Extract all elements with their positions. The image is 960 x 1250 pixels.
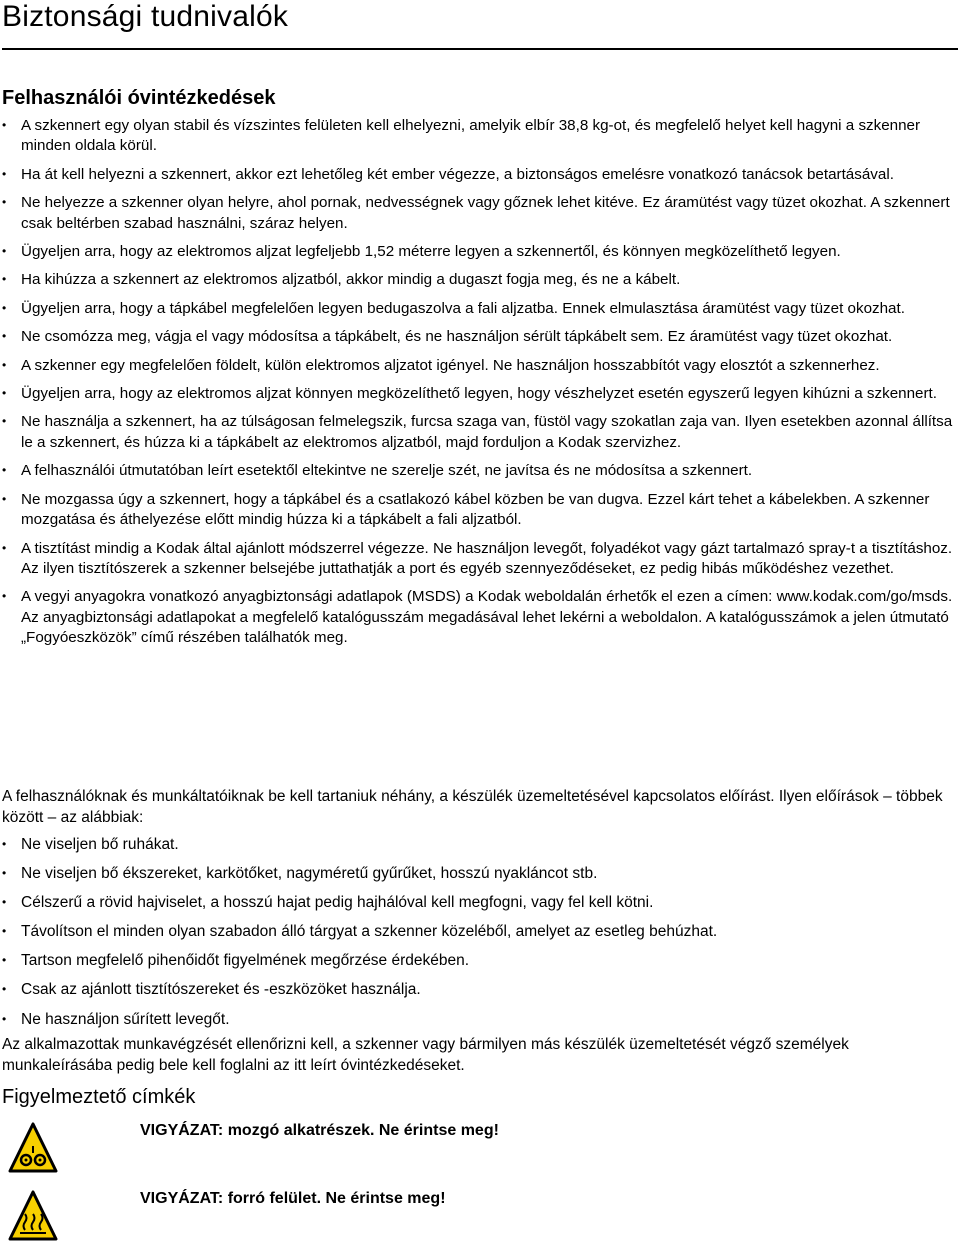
- section-heading-precautions: Felhasználói óvintézkedések: [2, 87, 276, 109]
- moving-parts-icon: [8, 1122, 58, 1174]
- list-item: • Ha kihúzza a szkennert az elektromos aljzatból, akkor mindig a dugaszt fogja meg, és ne a kábelt.: [0, 270, 955, 290]
- list-item: • Célszerű a rövid hajviselet, a hosszú hajat pedig hajhálóval kell megfogni, vagy fel kell kötni.: [0, 893, 955, 914]
- warning-hot-surface: [0, 1190, 960, 1250]
- list-item: • A szkenner egy megfelelően földelt, külön elektromos aljzatot igényel. Ne használjon hosszabbítót vagy elosztót a szkennerhez.: [0, 356, 955, 376]
- list-item: • A felhasználói útmutatóban leírt esetektől eltekintve ne szerelje szét, ne javítsa és ne módosítsa a szkennert.: [0, 461, 955, 481]
- list-item: • Ne használjon sűrített levegőt.: [0, 1010, 955, 1031]
- page-title: Biztonsági tudnivalók: [2, 0, 289, 33]
- list-item: • Távolítson el minden olyan szabadon álló tárgyat a szkenner közeléből, amelyet az esetleg behúzhat.: [0, 922, 955, 943]
- list-item: • A tisztítást mindig a Kodak által ajánlott módszerrel végezze. Ne használjon levegőt, folyadékot vagy gázt tartalmazó spray-t a tisztításhoz. Az ilyen tisztítószerek a szkenner belsejébe juttathatják a port és egyéb szennyeződéseket, ez pedig hibás működéshez vezethet.: [0, 539, 955, 580]
- title-rule: [2, 48, 958, 50]
- list-item: • A szkennert egy olyan stabil és vízszintes felületen kell elhelyezni, amelyik elbír 38,8 kg-ot, és megfelelő helyet kell hagyni a szkenner minden oldala körül.: [0, 116, 955, 157]
- intro-paragraph: A felhasználóknak és munkáltatóiknak be kell tartaniuk néhány, a készülék üzemeltetésével kapcsolatos előírást. Ilyen előírások – többek között – az alábbiak:: [2, 788, 943, 826]
- hot-surface-icon: [8, 1190, 58, 1242]
- list-item: • Ne használja a szkennert, ha az túlságosan felmelegszik, furcsa szaga van, füstöl vagy szokatlan zaja van. Ilyen esetekben azonnal állítsa le a szkennert, és húzza ki a tápkábelt az elektromos aljzatból, majd forduljon a Kodak szervizhez.: [0, 412, 955, 453]
- list-item: • Ügyeljen arra, hogy az elektromos aljzat legfeljebb 1,52 méterre legyen a szkennertől, és könnyen megközelíthető legyen.: [0, 242, 955, 262]
- closing-paragraph: Az alkalmazottak munkavégzését ellenőrizni kell, a szkenner vagy bármilyen más készülék üzemeltetését végző személyek munkaleírásába pedig bele kell foglalni az itt leírt óvintézkedéseket.: [2, 1036, 849, 1074]
- precautions-list: [0, 116, 955, 657]
- list-item: • A vegyi anyagokra vonatkozó anyagbiztonsági adatlapok (MSDS) a Kodak weboldalán érhetők el ezen a címen: www.kodak.com/go/msds. Az anyagbiztonsági adatlapokat a megfelelő katalógusszám megadásával lehet lekérni a weboldalon. A katalógusszámok a jelen útmutató „Fogyóeszközök” című részében találhatók meg.: [0, 587, 955, 648]
- list-item: • Ügyeljen arra, hogy a tápkábel megfelelően legyen bedugaszolva a fali aljzatba. Ennek elmulasztása áramütést vagy tüzet okozhat.: [0, 299, 955, 319]
- list-item: • Ne helyezze a szkenner olyan helyre, ahol pornak, nedvességnek vagy gőznek lehet kitéve. Ez áramütést vagy tüzet okozhat. A szkennert csak beltérben szabad használni, száraz helyen.: [0, 193, 955, 234]
- list-item: • Csak az ajánlott tisztítószereket és -eszközöket használja.: [0, 980, 955, 1001]
- list-item: • Ügyeljen arra, hogy az elektromos aljzat könnyen megközelíthető legyen, hogy vészhelyzet esetén egyszerű legyen kihúzni a szkennert.: [0, 384, 955, 404]
- list-item: • Tartson megfelelő pihenőidőt figyelmének megőrzése érdekében.: [0, 951, 955, 972]
- list-item: • Ne csomózza meg, vágja el vagy módosítsa a tápkábelt, és ne használjon sérült tápkábelt sem. Ez áramütést vagy tüzet okozhat.: [0, 327, 955, 347]
- list-item: • Ne viseljen bő ruhákat.: [0, 835, 955, 856]
- section-heading-warning-labels: Figyelmeztető címkék: [2, 1086, 196, 1108]
- list-item: • Ne viseljen bő ékszereket, karkötőket, nagyméretű gyűrűket, hosszú nyakláncot stb.: [0, 864, 955, 885]
- warning-moving-parts: [0, 1122, 960, 1182]
- list-item: • Ne mozgassa úgy a szkennert, hogy a tápkábel és a csatlakozó kábel közben be van dugva. Ezzel kárt tehet a kábelekben. A szkenner mozgatása és áthelyezése előtt mindig húzza ki a tápkábelt a fali aljzatból.: [0, 490, 955, 531]
- list-item: • Ha át kell helyezni a szkennert, akkor ezt lehetőleg két ember végezze, a biztonságos emelésre vonatkozó tanácsok betartásával.: [0, 165, 955, 185]
- warning-text: VIGYÁZAT: forró felület. Ne érintse meg!: [140, 1190, 446, 1207]
- rules-list: [0, 835, 955, 1039]
- warning-text: VIGYÁZAT: mozgó alkatrészek. Ne érintse meg!: [140, 1122, 499, 1139]
